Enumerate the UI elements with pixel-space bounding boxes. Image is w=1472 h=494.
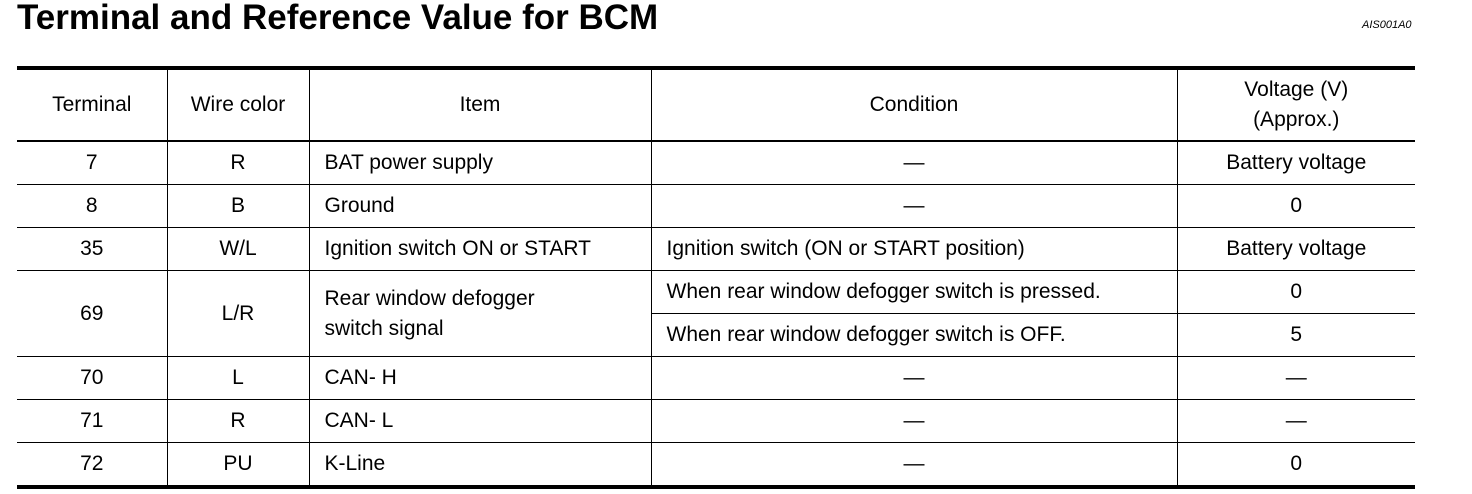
table-row [17,185,1415,228]
cell-terminal: 69 [17,271,167,357]
cell-wire-color: B [167,185,309,228]
header-condition: Condition [651,68,1177,141]
header-voltage-line1: Voltage (V) [1244,78,1349,101]
figure-code: AIS001A0 [1362,19,1412,31]
table-row [17,400,1415,443]
cell-voltage: — [1177,357,1415,400]
header-item: Item [309,68,651,141]
cell-wire-color: L [167,357,309,400]
terminal-reference-table [17,66,1415,489]
cell-wire-color: R [167,400,309,443]
cell-item: Rear window defogger switch signal [309,271,651,357]
table-row [17,271,1415,314]
cell-terminal: 71 [17,400,167,443]
cell-item: Ignition switch ON or START [309,228,651,271]
cell-item: BAT power supply [309,141,651,185]
cell-condition: — [651,357,1177,400]
header-voltage [1177,68,1415,141]
cell-terminal: 7 [17,141,167,185]
cell-condition: — [651,400,1177,443]
cell-voltage: Battery voltage [1177,228,1415,271]
cell-item: K-Line [309,443,651,488]
cell-item: CAN- L [309,400,651,443]
page-title: Terminal and Reference Value for BCM [17,0,659,37]
cell-wire-color: L/R [167,271,309,357]
cell-voltage: Battery voltage [1177,141,1415,185]
cell-condition: Ignition switch (ON or START position) [651,228,1177,271]
cell-condition: — [651,443,1177,488]
cell-terminal: 8 [17,185,167,228]
cell-voltage: — [1177,400,1415,443]
cell-terminal: 72 [17,443,167,488]
cell-condition: When rear window defogger switch is pressed. [651,271,1177,314]
cell-item: CAN- H [309,357,651,400]
table-row [17,228,1415,271]
table-row [17,141,1415,185]
cell-terminal: 70 [17,357,167,400]
cell-condition: — [651,185,1177,228]
table-row [17,443,1415,488]
cell-wire-color: PU [167,443,309,488]
cell-voltage: 0 [1177,185,1415,228]
header-row [17,68,1415,141]
cell-wire-color: W/L [167,228,309,271]
header-wire-color: Wire color [167,68,309,141]
header-voltage-line2: (Approx.) [1253,108,1340,131]
cell-condition: When rear window defogger switch is OFF. [651,314,1177,357]
cell-voltage: 0 [1177,443,1415,488]
cell-condition: — [651,141,1177,185]
cell-voltage: 5 [1177,314,1415,357]
cell-wire-color: R [167,141,309,185]
cell-terminal: 35 [17,228,167,271]
table-row [17,357,1415,400]
cell-item: Ground [309,185,651,228]
cell-voltage: 0 [1177,271,1415,314]
header-terminal: Terminal [17,68,167,141]
